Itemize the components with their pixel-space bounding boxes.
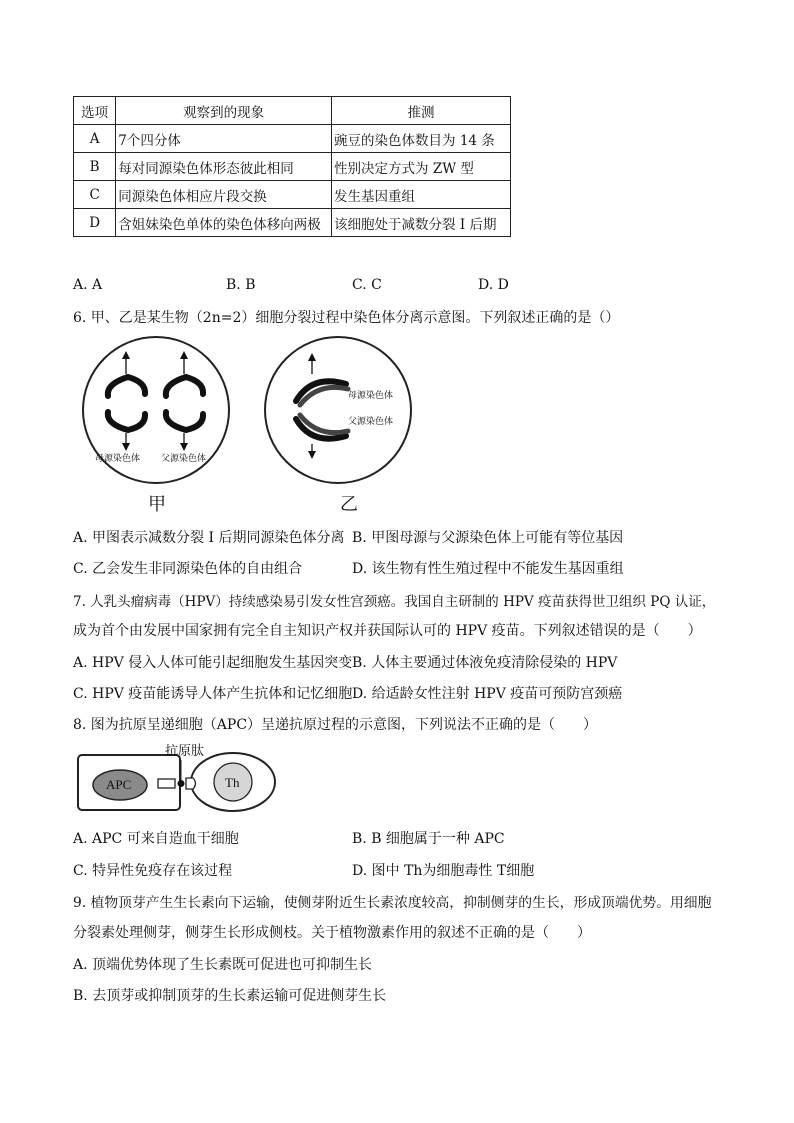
q6-option-b: B. 甲图母源与父源染色体上可能有等位基因 — [352, 530, 624, 546]
table-cell: 每对同源染色体形态彼此相同 — [116, 153, 332, 181]
yi-mother-label: 母源染色体 — [348, 391, 394, 401]
table-header: 选项 — [74, 97, 116, 125]
table-row — [74, 125, 511, 153]
q7-stem-line2: 成为首个由发展中国家拥有完全自主知识产权并获国际认可的 HPV 疫苗。下列叙述错误的是（ ） — [73, 623, 702, 639]
table-cell: A — [74, 125, 116, 153]
table-row — [74, 153, 511, 181]
q7-option-a: A. HPV 侵入人体可能引起细胞发生基因突变 — [73, 655, 353, 671]
q7-option-b: B. 人体主要通过体液免疫清除侵染的 HPV — [352, 655, 618, 671]
table-header-row — [74, 97, 511, 125]
q9-option-b: B. 去顶芽或抑制顶芽的生长素运输可促进侧芽生长 — [73, 988, 387, 1004]
table-cell: D — [74, 209, 116, 237]
table-cell: 7个四分体 — [116, 125, 332, 153]
table-header: 观察到的现象 — [116, 97, 332, 125]
table-cell: B — [74, 153, 116, 181]
q6-option-d: D. 该生物有性生殖过程中不能发生基因重组 — [352, 561, 624, 577]
q5-table — [73, 96, 511, 237]
table-cell: 含姐妹染色单体的染色体移向两极 — [116, 209, 332, 237]
table-cell: 豌豆的染色体数目为 14 条 — [332, 125, 511, 153]
q8-option-c: C. 特异性免疫存在该过程 — [73, 863, 233, 879]
q7-stem-line1: 7. 人乳头瘤病毒（HPV）持续感染易引发女性宫颈癌。我国自主研制的 HPV 疫苗获得世卫组织 PQ 认证， — [73, 594, 716, 610]
q7-option-c: C. HPV 疫苗能诱导人体产生抗体和记忆细胞 — [73, 686, 353, 702]
q5-option-b: B. B — [226, 277, 256, 293]
table-row — [74, 209, 511, 237]
jia-caption: 甲 — [148, 494, 166, 515]
jia-mother-label: 母源染色体 — [95, 454, 141, 464]
th-label: Th — [225, 775, 240, 790]
yi-caption: 乙 — [340, 494, 358, 515]
table-cell: 同源染色体相应片段交换 — [116, 181, 332, 209]
table-cell: 该细胞处于减数分裂 I 后期 — [332, 209, 511, 237]
antigen-peptide-label: 抗原肽 — [165, 744, 205, 759]
q8-stem: 8. 图为抗原呈递细胞（APC）呈递抗原过程的示意图，下列说法不正确的是（ ） — [73, 717, 598, 733]
q6-option-c: C. 乙会发生非同源染色体的自由组合 — [73, 561, 303, 577]
q9-stem-line2: 分裂素处理侧芽，侧芽生长形成侧枝。关于植物激素作用的叙述不正确的是（ ） — [73, 925, 591, 941]
q5-option-d: D. D — [478, 277, 509, 293]
q7-option-d: D. 给适龄女性注射 HPV 疫苗可预防宫颈癌 — [352, 686, 623, 702]
q6-stem: 6. 甲、乙是某生物（2n=2）细胞分裂过程中染色体分离示意图。下列叙述正确的是（） — [73, 310, 620, 326]
table-cell: 性别决定方式为 ZW 型 — [332, 153, 511, 181]
table-cell: C — [74, 181, 116, 209]
q5-option-a: A. A — [73, 277, 103, 293]
apc-label: APC — [106, 777, 132, 792]
figure-jia — [78, 334, 234, 516]
q8-option-a: A. APC 可来自造血干细胞 — [73, 831, 239, 847]
q9-stem-line1: 9. 植物顶芽产生生长素向下运输，使侧芽附近生长素浓度较高，抑制侧芽的生长，形成顶端优势。用细胞 — [73, 895, 712, 911]
table-header: 推测 — [332, 97, 511, 125]
table-cell: 发生基因重组 — [332, 181, 511, 209]
q8-option-b: B. B 细胞属于一种 APC — [352, 831, 505, 847]
q8-option-d: D. 图中 Th为细胞毒性 T细胞 — [352, 863, 535, 879]
q9-option-a: A. 顶端优势体现了生长素既可促进也可抑制生长 — [73, 957, 373, 973]
q6-option-a: A. 甲图表示减数分裂 I 后期同源染色体分离 — [73, 530, 345, 546]
q5-option-c: C. C — [352, 277, 382, 293]
table-row — [74, 181, 511, 209]
yi-father-label: 父源染色体 — [348, 417, 394, 427]
jia-father-label: 父源染色体 — [161, 454, 207, 464]
